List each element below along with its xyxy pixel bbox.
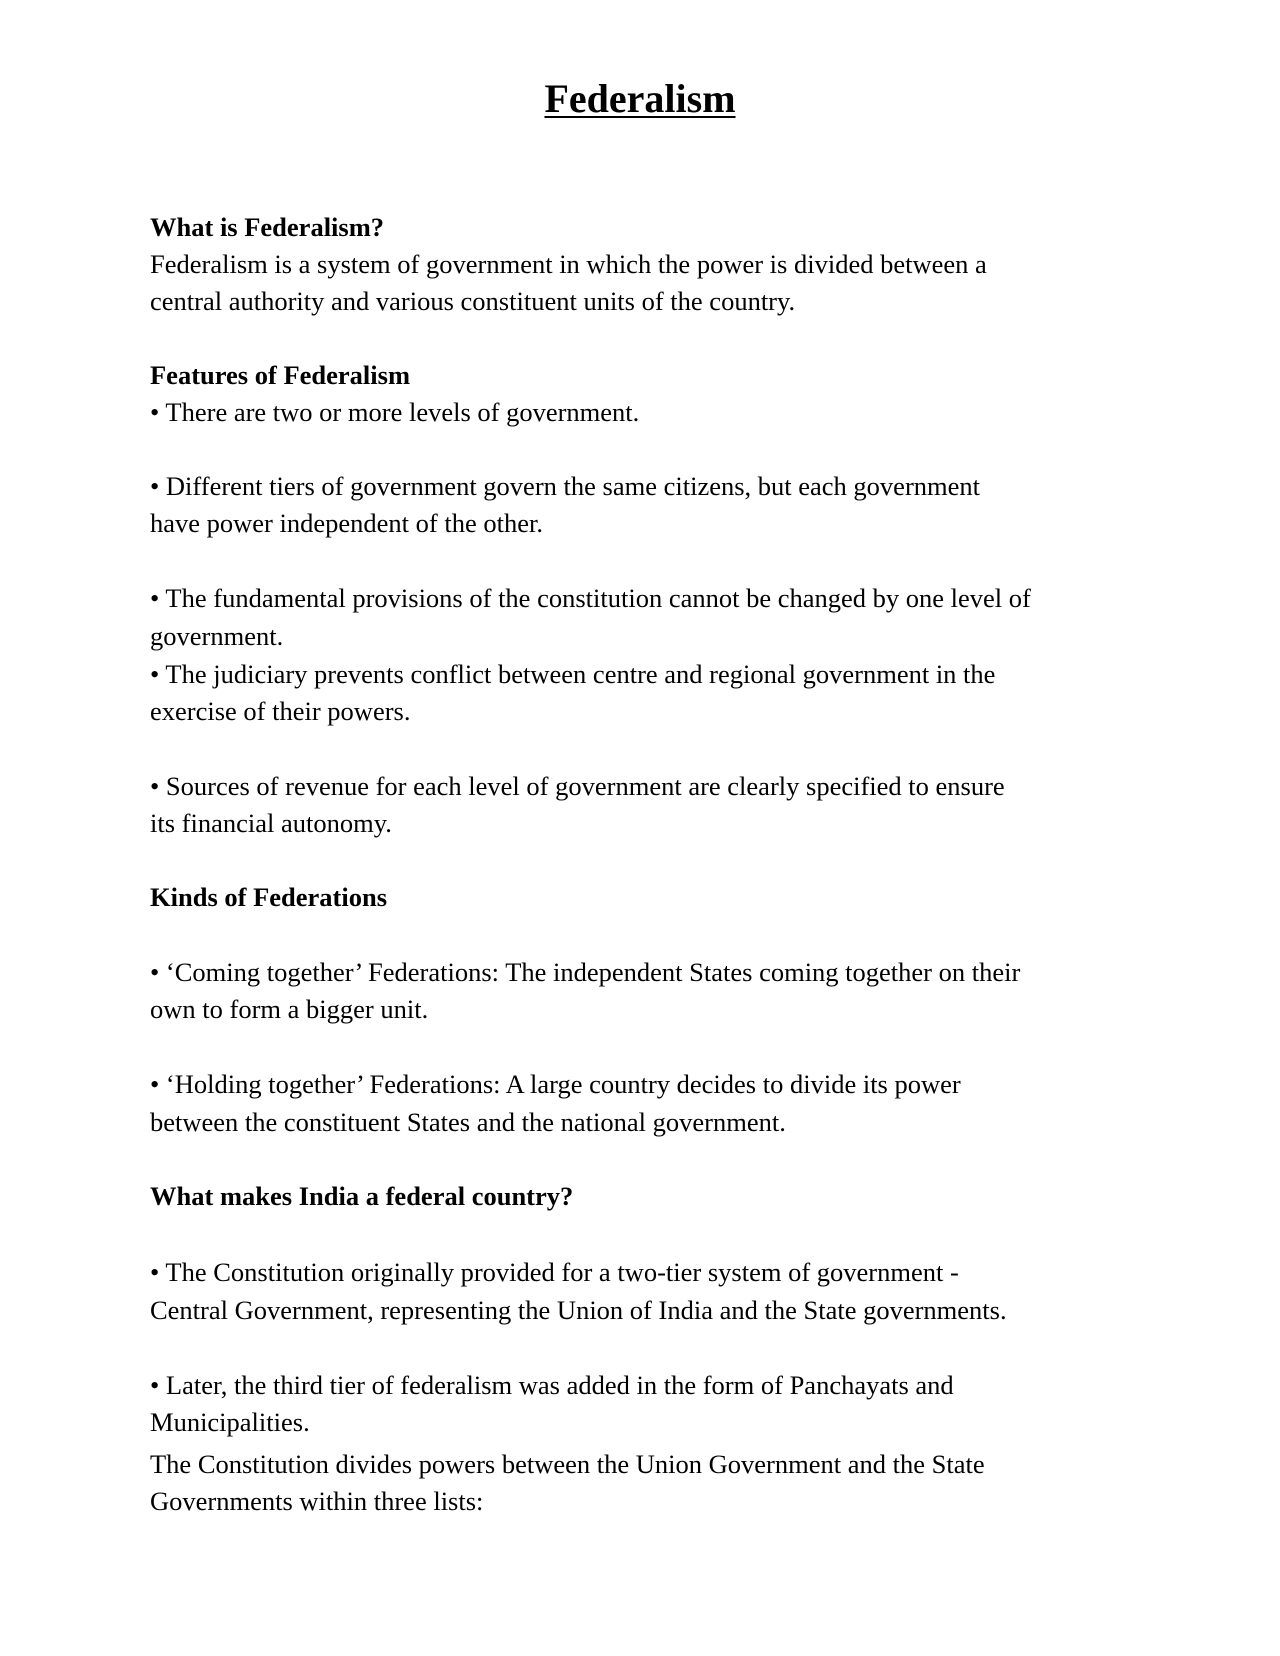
bullet-line: • Different tiers of government govern the same citizens, but each government	[150, 471, 981, 501]
bullet-line: • Sources of revenue for each level of government are clearly specified to ensure	[150, 771, 1005, 801]
bullet-line: • The judiciary prevents conflict between centre and regional government in the	[150, 659, 996, 689]
section-heading-kinds: Kinds of Federations	[150, 882, 388, 912]
bullet-line: government.	[150, 621, 284, 651]
paragraph-line: The Constitution divides powers between the Union Government and the State	[150, 1449, 985, 1479]
bullet-line: • The Constitution originally provided for a two-tier system of government -	[150, 1257, 959, 1287]
bullet-line: • The fundamental provisions of the constitution cannot be changed by one level of	[150, 583, 1031, 613]
bullet-line: • ‘Coming together’ Federations: The independent States coming together on their	[150, 957, 1021, 987]
bullet-line: between the constituent States and the national government.	[150, 1107, 786, 1137]
paragraph-line: Governments within three lists:	[150, 1486, 484, 1516]
bullet-line: exercise of their powers.	[150, 696, 411, 726]
bullet-line: have power independent of the other.	[150, 508, 543, 538]
bullet-line: • Later, the third tier of federalism was added in the form of Panchayats and	[150, 1370, 954, 1400]
bullet-line: • There are two or more levels of government.	[150, 397, 640, 427]
document-title: Federalism	[544, 76, 736, 121]
paragraph-line: central authority and various constituent units of the country.	[150, 286, 796, 316]
bullet-line: own to form a bigger unit.	[150, 994, 429, 1024]
section-heading-india: What makes India a federal country?	[150, 1181, 574, 1211]
section-heading-what-is-federalism: What is Federalism?	[150, 212, 385, 242]
bullet-line: its financial autonomy.	[150, 808, 392, 838]
bullet-line: • ‘Holding together’ Federations: A large country decides to divide its power	[150, 1069, 961, 1099]
section-heading-features: Features of Federalism	[150, 360, 411, 390]
bullet-line: Central Government, representing the Union of India and the State governments.	[150, 1295, 1007, 1325]
bullet-line: Municipalities.	[150, 1407, 310, 1437]
paragraph-line: Federalism is a system of government in which the power is divided between a	[150, 249, 987, 279]
